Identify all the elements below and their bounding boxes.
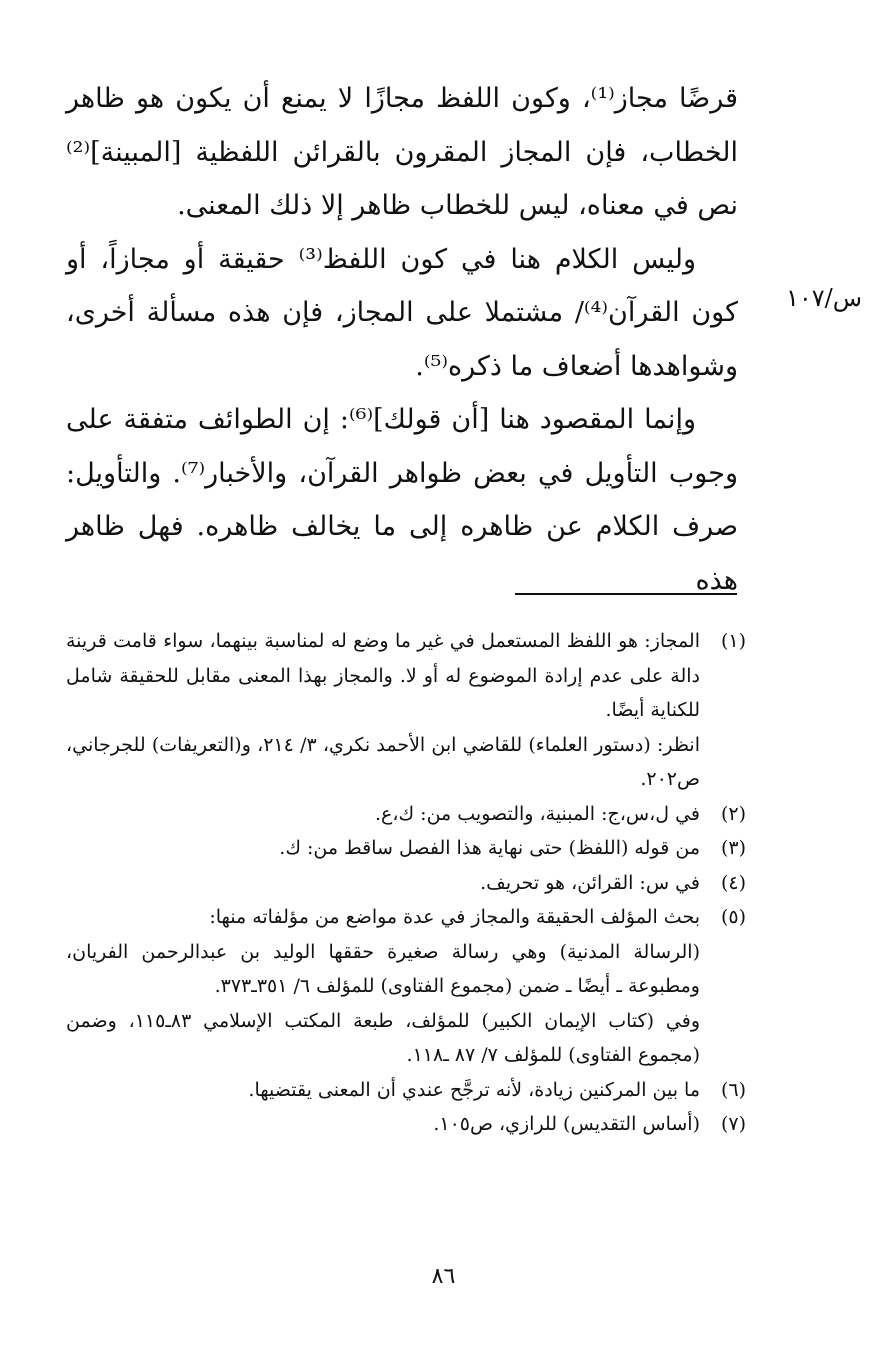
- footnote-line: من قوله (اللفظ) حتى نهاية هذا الفصل ساقط من: ك.: [279, 837, 700, 859]
- footnote-number: (٣): [720, 837, 746, 859]
- footnote: [66, 831, 746, 866]
- footnote-line: ما بين المركنين زيادة، لأنه ترجَّح عندي أن المعنى يقتضيها.: [248, 1078, 700, 1101]
- footnotes: [66, 624, 746, 1142]
- paragraph: وليس الكلام هنا في كون اللفظ⁽³⁾ حقيقة أو مجازاً، أو كون القرآن⁽⁴⁾/ مشتملا على المجاز، فإن هذه مسألة أخرى، وشواهدها أضعاف ما ذكره⁽⁵⁾.: [66, 243, 738, 382]
- footnote-text: [66, 900, 700, 1073]
- footnote: [66, 1073, 746, 1108]
- footnote-number: (٦): [720, 1078, 746, 1101]
- footnote-line: المجاز: هو اللفظ المستعمل في غير ما وضع له لمناسبة بينهما، سواء قامت قرينة دالة على عدم إرادة الموضوع له أو لا. والمجاز بهذا المعنى مقابل للحقيقة شامل للكناية أيضًا.: [66, 630, 700, 721]
- footnote-line: في س: القرائن، هو تحريف.: [480, 871, 700, 894]
- footnote-text: [66, 1107, 700, 1142]
- footnote-line: انظر: (دستور العلماء) للقاضي ابن الأحمد نكري، ٣/ ٢١٤، و(التعريفات) للجرجاني، ص٢٠٢.: [66, 733, 700, 790]
- footnote-text: [66, 624, 700, 797]
- footnote-number: (٥): [720, 906, 746, 928]
- manuscript-page-marker: س/١٠٧: [785, 284, 862, 312]
- footnote: [66, 866, 746, 901]
- footnote-separator: [515, 593, 737, 595]
- footnote: [66, 624, 746, 797]
- footnote-number: (٢): [720, 802, 746, 825]
- footnote-text: [66, 1073, 700, 1108]
- paragraph: وإنما المقصود هنا [أن قولك]⁽⁶⁾: إن الطوائف متفقة على وجوب التأويل في بعض ظواهر القرآن، والأخبار⁽⁷⁾. والتأويل: صرف الكلام عن ظاهره إلى ما يخالف ظاهره. فهل ظاهر هذه: [66, 404, 738, 596]
- footnote-text: [66, 797, 700, 832]
- footnote: [66, 900, 746, 1073]
- page-number: ٨٦: [431, 1264, 456, 1289]
- footnote-text: [66, 831, 700, 866]
- footnote-number: (٤): [720, 871, 746, 894]
- footnote: [66, 797, 746, 832]
- footnote-number: (١): [720, 630, 746, 652]
- main-text: [66, 72, 738, 607]
- footnote-line: في ل،س،ج: المبنية، والتصويب من: ك،ع.: [374, 802, 700, 825]
- footnote-line: بحث المؤلف الحقيقة والمجاز في عدة مواضع من مؤلفاته منها:: [209, 906, 700, 928]
- paragraph: قرضًا مجاز⁽¹⁾، وكون اللفظ مجازًا لا يمنع أن يكون هو ظاهر الخطاب، فإن المجاز المقرون بالقرائن اللفظية [المبينة]⁽²⁾ نص في معناه، ليس للخطاب ظاهر إلا ذلك المعنى.: [66, 83, 739, 221]
- footnote-line: (الرسالة المدنية) وهي رسالة صغيرة حققها الوليد بن عبدالرحمن الفريان، ومطبوعة ـ أيضًا ـ ضمن (مجموع الفتاوى) للمؤلف ٦/ ٣٥١ـ٣٧٣.: [66, 940, 700, 997]
- footnote-number: (٧): [720, 1113, 746, 1135]
- footnote: [66, 1107, 746, 1142]
- footnote-line: وفي (كتاب الإيمان الكبير) للمؤلف، طبعة المكتب الإسلامي ٨٣ـ١١٥، وضمن (مجموع الفتاوى) للمؤلف ٧/ ٨٧ ـ١١٨.: [66, 1009, 700, 1066]
- footnote-text: [66, 866, 700, 901]
- footnote-line: (أساس التقديس) للرازي، ص١٠٥.: [433, 1113, 700, 1135]
